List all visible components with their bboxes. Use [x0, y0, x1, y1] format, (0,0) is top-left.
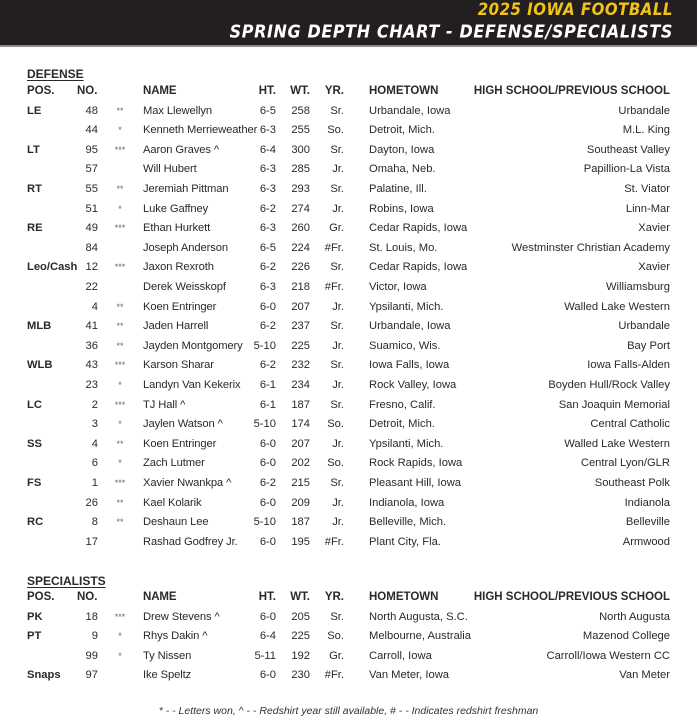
hometown-cell: Robins, Iowa	[369, 202, 434, 215]
class-year-cell: Jr.	[332, 163, 344, 176]
height-cell: 6-0	[259, 535, 276, 548]
player-name-cell: Jayden Montgomery	[143, 339, 243, 352]
player-name-cell: TJ Hall ^	[143, 398, 186, 411]
table-row	[0, 141, 697, 161]
player-name-cell: Jaden Harrell	[143, 320, 209, 333]
hometown-cell: Indianola, Iowa	[369, 496, 445, 509]
player-name-cell: Karson Sharar	[143, 359, 214, 372]
hometown-cell: Rock Rapids, Iowa	[369, 457, 463, 470]
letters-won-cell: **	[116, 183, 124, 194]
position-cell: Leo/Cash	[27, 261, 78, 274]
position-cell: FS	[27, 476, 42, 489]
class-year-cell: Jr.	[332, 378, 344, 391]
letters-won-cell: ***	[114, 360, 126, 371]
weight-cell: 187	[291, 398, 310, 411]
weight-cell: 205	[291, 610, 310, 623]
player-name-cell: Rashad Godfrey Jr.	[143, 535, 238, 548]
col-pos: POS.	[27, 591, 55, 603]
player-name-cell: Ethan Hurkett	[143, 222, 211, 235]
weight-cell: 207	[291, 300, 310, 313]
school-cell: San Joaquin Memorial	[558, 398, 670, 411]
hometown-cell: Van Meter, Iowa	[369, 669, 450, 682]
player-name-cell: Rhys Dakin ^	[143, 630, 208, 643]
height-cell: 6-1	[259, 378, 276, 391]
hometown-cell: Iowa Falls, Iowa	[369, 359, 450, 372]
section-title-specialists: SPECIALISTS	[27, 574, 106, 588]
player-name-cell: Xavier Nwankpa ^	[143, 476, 232, 489]
hometown-cell: Carroll, Iowa	[369, 649, 432, 662]
table-row	[0, 666, 697, 686]
header-title-year: 2025 IOWA FOOTBALL	[477, 0, 673, 20]
class-year-cell: Sr.	[330, 320, 344, 333]
col-ht: HT.	[258, 591, 276, 603]
table-row	[0, 415, 697, 435]
col-hometown: HOMETOWN	[369, 591, 439, 603]
hometown-cell: North Augusta, S.C.	[369, 610, 468, 623]
school-cell: Mazenod College	[582, 630, 670, 643]
school-cell: Indianola	[624, 496, 670, 509]
school-cell: Bay Port	[627, 339, 670, 352]
letters-won-cell: ***	[114, 477, 126, 488]
position-cell: MLB	[27, 320, 52, 333]
hometown-cell: Fresno, Calif.	[369, 398, 436, 411]
table-row	[0, 121, 697, 141]
jersey-number-cell: 18	[85, 610, 98, 623]
height-cell: 6-3	[259, 163, 276, 176]
header-title-chart: SPRING DEPTH CHART - DEFENSE/SPECIALISTS	[229, 21, 673, 42]
school-cell: Central Lyon/GLR	[580, 457, 670, 470]
table-row	[0, 474, 697, 494]
hometown-cell: Ypsilanti, Mich.	[369, 300, 444, 313]
school-cell: North Augusta	[599, 610, 670, 623]
height-cell: 6-0	[259, 457, 276, 470]
class-year-cell: Sr.	[330, 476, 344, 489]
letters-won-cell: **	[116, 517, 124, 528]
class-year-cell: Sr.	[330, 261, 344, 274]
letters-won-cell: **	[116, 340, 124, 351]
table-row	[0, 435, 697, 455]
hometown-cell: Omaha, Neb.	[369, 163, 436, 176]
position-cell: PT	[27, 630, 42, 643]
player-name-cell: Will Hubert	[143, 163, 197, 176]
player-name-cell: Koen Entringer	[143, 437, 217, 450]
school-cell: Boyden Hull/Rock Valley	[548, 378, 670, 391]
school-cell: Williamsburg	[605, 280, 670, 293]
weight-cell: 224	[291, 241, 310, 254]
height-cell: 6-3	[259, 182, 276, 195]
player-name-cell: Kael Kolarik	[143, 496, 202, 509]
letters-won-cell: ***	[114, 399, 126, 410]
position-cell: RT	[27, 182, 42, 195]
height-cell: 6-4	[259, 630, 276, 643]
weight-cell: 274	[291, 202, 310, 215]
school-cell: St. Viator	[624, 182, 670, 195]
weight-cell: 187	[291, 516, 310, 529]
position-cell: LT	[27, 143, 40, 156]
jersey-number-cell: 44	[85, 124, 98, 137]
height-cell: 5-10	[253, 418, 276, 431]
col-school: HIGH SCHOOL/PREVIOUS SCHOOL	[473, 85, 670, 97]
table-row	[0, 494, 697, 514]
school-cell: Iowa Falls-Alden	[587, 359, 670, 372]
school-cell: Van Meter	[619, 669, 670, 682]
weight-cell: 285	[291, 163, 310, 176]
table-row	[0, 317, 697, 337]
section-title-defense: DEFENSE	[27, 67, 84, 81]
weight-cell: 202	[291, 457, 310, 470]
header-banner	[0, 0, 697, 47]
position-cell: SS	[27, 437, 42, 450]
weight-cell: 174	[291, 418, 310, 431]
jersey-number-cell: 36	[85, 339, 98, 352]
col-name: NAME	[143, 85, 177, 97]
hometown-cell: Melbourne, Australia	[369, 630, 471, 643]
jersey-number-cell: 57	[85, 163, 98, 176]
col-yr: YR.	[324, 591, 344, 603]
jersey-number-cell: 8	[91, 516, 98, 529]
col-ht: HT.	[258, 85, 276, 97]
weight-cell: 260	[291, 222, 310, 235]
hometown-cell: Rock Valley, Iowa	[369, 378, 457, 391]
class-year-cell: Jr.	[332, 339, 344, 352]
weight-cell: 218	[291, 280, 310, 293]
class-year-cell: Jr.	[332, 202, 344, 215]
table-row	[0, 513, 697, 533]
class-year-cell: Gr.	[329, 649, 344, 662]
class-year-cell: Jr.	[332, 300, 344, 313]
letters-won-cell: *	[118, 379, 122, 390]
hometown-cell: Cedar Rapids, Iowa	[369, 261, 468, 274]
hometown-cell: Detroit, Mich.	[369, 124, 435, 137]
class-year-cell: Sr.	[330, 143, 344, 156]
player-name-cell: Drew Stevens ^	[143, 610, 220, 623]
jersey-number-cell: 55	[85, 182, 98, 195]
height-cell: 5-10	[253, 516, 276, 529]
hometown-cell: Urbandale, Iowa	[369, 104, 451, 117]
class-year-cell: Sr.	[330, 182, 344, 195]
class-year-cell: Sr.	[330, 104, 344, 117]
weight-cell: 300	[291, 143, 310, 156]
height-cell: 6-2	[259, 476, 276, 489]
player-name-cell: Deshaun Lee	[143, 516, 209, 529]
jersey-number-cell: 22	[85, 280, 98, 293]
letters-won-cell: *	[118, 650, 122, 661]
weight-cell: 225	[291, 339, 310, 352]
school-cell: Linn-Mar	[625, 202, 670, 215]
weight-cell: 255	[291, 124, 310, 137]
school-cell: Central Catholic	[590, 418, 670, 431]
col-name: NAME	[143, 591, 177, 603]
school-cell: Belleville	[625, 516, 670, 529]
class-year-cell: So.	[327, 124, 344, 137]
letters-won-cell: ***	[114, 611, 126, 622]
table-row	[0, 627, 697, 647]
player-name-cell: Joseph Anderson	[143, 241, 228, 254]
height-cell: 6-0	[259, 437, 276, 450]
letters-won-cell: ***	[114, 262, 126, 273]
player-name-cell: Landyn Van Kekerix	[143, 378, 241, 391]
table-row	[0, 160, 697, 180]
player-name-cell: Ty Nissen	[143, 649, 192, 662]
height-cell: 6-3	[259, 280, 276, 293]
hometown-cell: Plant City, Fla.	[369, 535, 441, 548]
jersey-number-cell: 12	[85, 261, 98, 274]
weight-cell: 207	[291, 437, 310, 450]
height-cell: 6-0	[259, 610, 276, 623]
weight-cell: 258	[291, 104, 310, 117]
height-cell: 6-0	[259, 300, 276, 313]
jersey-number-cell: 48	[85, 104, 98, 117]
table-row	[0, 647, 697, 667]
jersey-number-cell: 49	[85, 222, 98, 235]
jersey-number-cell: 4	[91, 300, 98, 313]
class-year-cell: #Fr.	[324, 669, 344, 682]
class-year-cell: #Fr.	[324, 535, 344, 548]
hometown-cell: Suamico, Wis.	[369, 339, 441, 352]
weight-cell: 293	[291, 182, 310, 195]
player-name-cell: Zach Lutmer	[143, 457, 205, 470]
letters-won-cell: ***	[114, 144, 126, 155]
table-row	[0, 278, 697, 298]
class-year-cell: Sr.	[330, 610, 344, 623]
table-row	[0, 239, 697, 259]
player-name-cell: Jaylen Watson ^	[143, 418, 223, 431]
height-cell: 6-2	[259, 202, 276, 215]
player-name-cell: Koen Entringer	[143, 300, 217, 313]
col-no: NO.	[77, 591, 98, 603]
col-no: NO.	[77, 85, 98, 97]
col-wt: WT.	[290, 85, 310, 97]
letters-won-cell: **	[116, 105, 124, 116]
school-cell: Walled Lake Western	[564, 437, 670, 450]
table-row	[0, 102, 697, 122]
school-cell: Carroll/Iowa Western CC	[546, 649, 670, 662]
player-name-cell: Luke Gaffney	[143, 202, 209, 215]
letters-won-cell: *	[118, 458, 122, 469]
table-row	[0, 533, 697, 553]
jersey-number-cell: 23	[85, 378, 98, 391]
school-cell: Xavier	[638, 261, 670, 274]
class-year-cell: Jr.	[332, 496, 344, 509]
col-yr: YR.	[324, 85, 344, 97]
jersey-number-cell: 4	[91, 437, 98, 450]
weight-cell: 225	[291, 630, 310, 643]
class-year-cell: #Fr.	[324, 241, 344, 254]
hometown-cell: St. Louis, Mo.	[369, 241, 438, 254]
school-cell: Armwood	[622, 535, 670, 548]
jersey-number-cell: 84	[85, 241, 98, 254]
jersey-number-cell: 3	[91, 418, 98, 431]
hometown-cell: Victor, Iowa	[369, 280, 427, 293]
height-cell: 6-0	[259, 496, 276, 509]
school-cell: Southeast Valley	[586, 143, 670, 156]
hometown-cell: Ypsilanti, Mich.	[369, 437, 444, 450]
letters-won-cell: **	[116, 301, 124, 312]
hometown-cell: Belleville, Mich.	[369, 516, 447, 529]
school-cell: M.L. King	[622, 124, 670, 137]
school-cell: Walled Lake Western	[564, 300, 670, 313]
position-cell: Snaps	[27, 669, 61, 682]
letters-won-cell: **	[116, 321, 124, 332]
weight-cell: 209	[291, 496, 310, 509]
weight-cell: 195	[291, 535, 310, 548]
height-cell: 6-2	[259, 261, 276, 274]
hometown-cell: Palatine, Ill.	[369, 182, 427, 195]
weight-cell: 237	[291, 320, 310, 333]
weight-cell: 234	[291, 378, 310, 391]
jersey-number-cell: 1	[91, 476, 98, 489]
weight-cell: 215	[291, 476, 310, 489]
player-name-cell: Jeremiah Pittman	[143, 182, 229, 195]
class-year-cell: Sr.	[330, 359, 344, 372]
position-cell: LC	[27, 398, 42, 411]
table-row	[0, 219, 697, 239]
player-name-cell: Kenneth Merrieweather	[143, 124, 258, 137]
player-name-cell: Jaxon Rexroth	[143, 261, 214, 274]
letters-won-cell: **	[116, 438, 124, 449]
table-row	[0, 608, 697, 628]
class-year-cell: Jr.	[332, 437, 344, 450]
hometown-cell: Urbandale, Iowa	[369, 320, 451, 333]
jersey-number-cell: 9	[91, 630, 98, 643]
table-row	[0, 337, 697, 357]
position-cell: RE	[27, 222, 43, 235]
class-year-cell: Gr.	[329, 222, 344, 235]
position-cell: LE	[27, 104, 42, 117]
table-row	[0, 454, 697, 474]
position-cell: PK	[27, 610, 43, 623]
height-cell: 6-5	[259, 104, 276, 117]
col-pos: POS.	[27, 85, 55, 97]
table-row	[0, 356, 697, 376]
position-cell: WLB	[27, 359, 53, 372]
class-year-cell: So.	[327, 457, 344, 470]
jersey-number-cell: 97	[85, 669, 98, 682]
weight-cell: 192	[291, 649, 310, 662]
height-cell: 6-2	[259, 359, 276, 372]
player-name-cell: Ike Speltz	[143, 669, 192, 682]
class-year-cell: So.	[327, 418, 344, 431]
height-cell: 5-10	[253, 339, 276, 352]
school-cell: Westminster Christian Academy	[511, 241, 670, 254]
col-school: HIGH SCHOOL/PREVIOUS SCHOOL	[473, 591, 670, 603]
player-name-cell: Max Llewellyn	[143, 104, 212, 117]
jersey-number-cell: 95	[85, 143, 98, 156]
jersey-number-cell: 41	[85, 320, 98, 333]
height-cell: 5-11	[254, 649, 276, 662]
hometown-cell: Cedar Rapids, Iowa	[369, 222, 468, 235]
col-hometown: HOMETOWN	[369, 85, 439, 97]
class-year-cell: Jr.	[332, 516, 344, 529]
table-row	[0, 376, 697, 396]
hometown-cell: Detroit, Mich.	[369, 418, 435, 431]
letters-won-cell: *	[118, 419, 122, 430]
school-cell: Xavier	[638, 222, 670, 235]
table-row	[0, 396, 697, 416]
hometown-cell: Pleasant Hill, Iowa	[369, 476, 462, 489]
defense-column-header	[0, 82, 697, 102]
letters-won-cell: *	[118, 125, 122, 136]
jersey-number-cell: 43	[85, 359, 98, 372]
class-year-cell: #Fr.	[324, 280, 344, 293]
school-cell: Papillion-La Vista	[583, 163, 670, 176]
table-row	[0, 180, 697, 200]
jersey-number-cell: 99	[85, 649, 98, 662]
jersey-number-cell: 17	[85, 535, 98, 548]
table-row	[0, 258, 697, 278]
height-cell: 6-2	[259, 320, 276, 333]
letters-won-cell: *	[118, 203, 122, 214]
school-cell: Urbandale	[618, 104, 670, 117]
position-cell: RC	[27, 516, 44, 529]
height-cell: 6-3	[259, 124, 276, 137]
weight-cell: 232	[291, 359, 310, 372]
letters-won-cell: ***	[114, 223, 126, 234]
height-cell: 6-4	[259, 143, 276, 156]
specialists-column-header	[0, 588, 697, 608]
col-wt: WT.	[290, 591, 310, 603]
table-row	[0, 200, 697, 220]
weight-cell: 230	[291, 669, 310, 682]
height-cell: 6-0	[259, 669, 276, 682]
class-year-cell: Sr.	[330, 398, 344, 411]
table-row	[0, 298, 697, 318]
jersey-number-cell: 51	[85, 202, 98, 215]
legend-footnote: * - - Letters won, ^ - - Redshirt year still available, # - - Indicates redshirt freshman	[158, 705, 539, 717]
height-cell: 6-3	[259, 222, 276, 235]
player-name-cell: Derek Weisskopf	[143, 280, 226, 293]
letters-won-cell: *	[118, 631, 122, 642]
weight-cell: 226	[291, 261, 310, 274]
height-cell: 6-1	[259, 398, 276, 411]
height-cell: 6-5	[259, 241, 276, 254]
player-name-cell: Aaron Graves ^	[143, 143, 219, 156]
letters-won-cell: **	[116, 497, 124, 508]
jersey-number-cell: 26	[85, 496, 98, 509]
class-year-cell: So.	[327, 630, 344, 643]
school-cell: Southeast Polk	[594, 476, 670, 489]
hometown-cell: Dayton, Iowa	[369, 143, 435, 156]
jersey-number-cell: 2	[91, 398, 98, 411]
school-cell: Urbandale	[618, 320, 670, 333]
jersey-number-cell: 6	[91, 457, 98, 470]
